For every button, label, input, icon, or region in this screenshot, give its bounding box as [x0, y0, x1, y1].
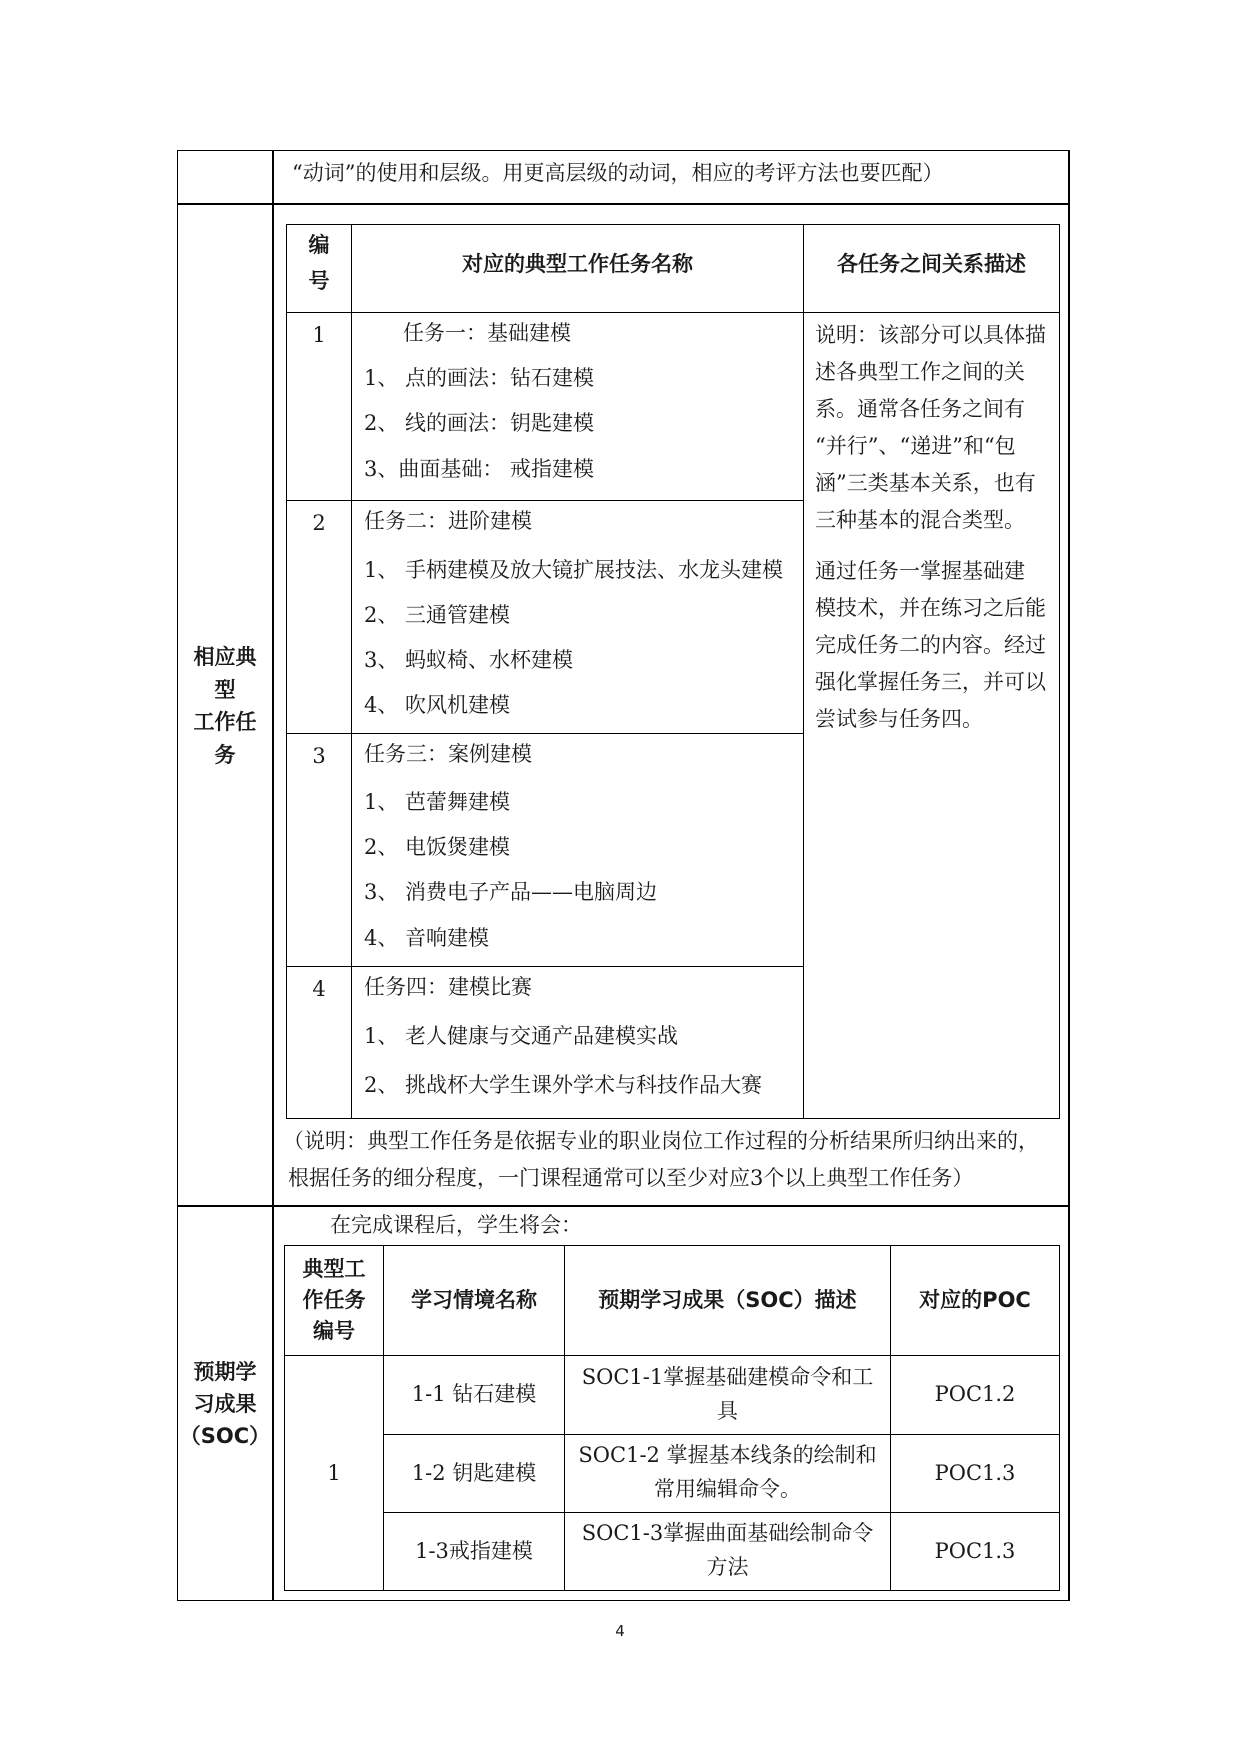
- tasks-label-line: 务: [214, 743, 236, 767]
- soc-situation: 1-3戒指建模: [415, 1539, 533, 1563]
- tasks-note-line: （说明：典型工作任务是依据专业的职业岗位工作过程的分析结果所归纳出来的，: [283, 1129, 1039, 1153]
- relation-line: 强化掌握任务三，并可以: [815, 670, 1046, 694]
- soc-label-line: 习成果: [193, 1392, 257, 1416]
- soc-situation: 1-1 钻石建模: [411, 1382, 537, 1406]
- task-title: 任务四：建模比赛: [364, 975, 532, 999]
- soc-description: 方法: [706, 1555, 749, 1579]
- header-num: 号: [308, 269, 330, 293]
- task-title: 任务一：基础建模: [403, 321, 571, 345]
- soc-header-task-num: 典型工: [302, 1257, 366, 1281]
- soc-group-num: 1: [327, 1461, 341, 1485]
- tasks-label-line: 相应典: [193, 645, 257, 669]
- task-num: 2: [312, 511, 326, 535]
- soc-header-task-num: 作任务: [302, 1288, 366, 1312]
- soc-situation: 1-2 钥匙建模: [411, 1461, 537, 1485]
- tasks-label-line: 型: [214, 678, 236, 702]
- relation-line: 完成任务二的内容。经过: [815, 633, 1046, 657]
- relation-line: 系。通常各任务之间有: [815, 397, 1025, 421]
- relation-line: 通过任务一掌握基础建: [815, 559, 1025, 583]
- task-item: 2、 线的画法：钥匙建模: [364, 411, 595, 435]
- task-num: 3: [312, 744, 326, 768]
- soc-label-line: （SOC）: [179, 1424, 271, 1448]
- task-item: 4、 吹风机建模: [364, 693, 511, 717]
- task-item: 3、 蚂蚁椅、水杯建模: [364, 648, 574, 672]
- task-title: 任务二：进阶建模: [364, 509, 532, 533]
- soc-label-line: 预期学: [193, 1360, 257, 1384]
- task-item: 4、 音响建模: [364, 926, 490, 950]
- top-continuation-text: “动词”的使用和层级。用更高层级的动词，相应的考评方法也要匹配）: [292, 161, 944, 185]
- soc-intro: 在完成课程后，学生将会：: [330, 1213, 582, 1237]
- task-num: 4: [312, 977, 326, 1001]
- soc-header-poc: 对应的POC: [919, 1288, 1031, 1312]
- soc-header-task-num: 编号: [313, 1319, 355, 1343]
- soc-header-situation: 学习情境名称: [411, 1288, 537, 1312]
- soc-poc: POC1.3: [934, 1461, 1016, 1485]
- soc-header-soc: 预期学习成果（SOC）描述: [598, 1288, 857, 1312]
- soc-poc: POC1.3: [934, 1539, 1016, 1563]
- relation-line: 三种基本的混合类型。: [815, 508, 1025, 532]
- task-item: 1、 芭蕾舞建模: [364, 790, 511, 814]
- header-task-name: 对应的典型工作任务名称: [462, 252, 693, 276]
- task-item: 1、 老人健康与交通产品建模实战: [364, 1024, 679, 1048]
- page-number: 4: [615, 1622, 625, 1640]
- task-item: 2、 挑战杯大学生课外学术与科技作品大赛: [364, 1073, 763, 1097]
- tasks-label-line: 工作任: [193, 710, 257, 734]
- soc-description: SOC1-1掌握基础建模命令和工: [581, 1365, 874, 1389]
- tasks-note-line: 根据任务的细分程度，一门课程通常可以至少对应3个以上典型工作任务）: [288, 1166, 974, 1190]
- task-item: 1、 手柄建模及放大镜扩展技法、水龙头建模: [364, 558, 784, 582]
- relation-line: 涵”三类基本关系，也有: [815, 471, 1036, 495]
- header-num: 编: [308, 233, 330, 257]
- relation-line: 尝试参与任务四。: [815, 707, 983, 731]
- task-num: 1: [312, 323, 326, 347]
- soc-description: SOC1-2 掌握基本线条的绘制和: [578, 1443, 877, 1467]
- task-item: 3、曲面基础： 戒指建模: [364, 457, 595, 481]
- task-item: 2、 三通管建模: [364, 603, 511, 627]
- header-relation: 各任务之间关系描述: [837, 252, 1026, 276]
- task-item: 3、 消费电子产品——电脑周边: [364, 880, 658, 904]
- soc-description: SOC1-3掌握曲面基础绘制命令: [581, 1521, 874, 1545]
- relation-line: 模技术，并在练习之后能: [815, 596, 1046, 620]
- task-title: 任务三：案例建模: [364, 742, 532, 766]
- relation-line: 述各典型工作之间的关: [815, 360, 1025, 384]
- relation-line: 说明：该部分可以具体描: [815, 323, 1046, 347]
- soc-description: 常用编辑命令。: [654, 1477, 801, 1501]
- task-item: 2、 电饭煲建模: [364, 835, 511, 859]
- soc-poc: POC1.2: [934, 1382, 1016, 1406]
- relation-line: “并行”、“递进”和“包: [815, 434, 1016, 458]
- task-item: 1、 点的画法：钻石建模: [364, 366, 595, 390]
- soc-description: 具: [717, 1399, 738, 1423]
